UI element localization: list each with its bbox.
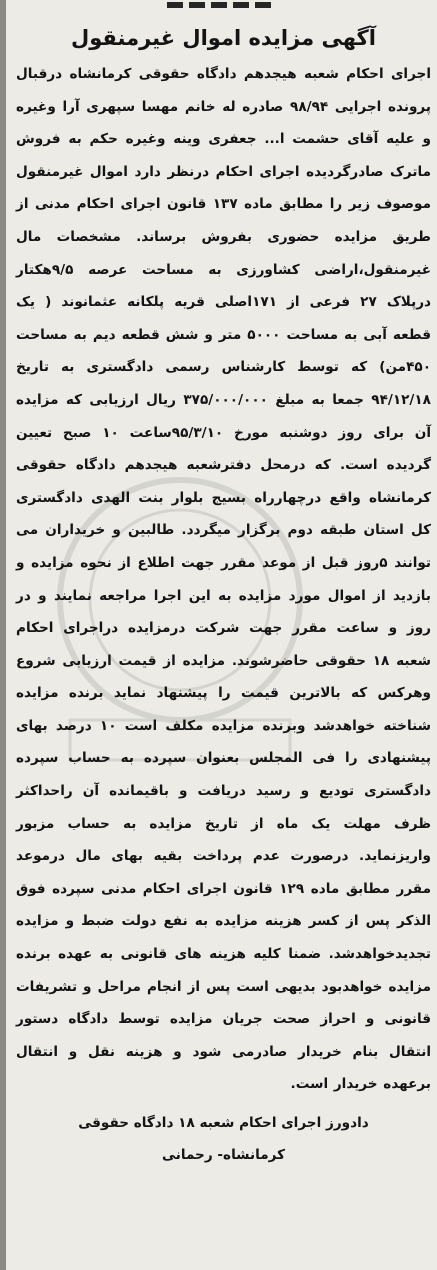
top-separator-bar (0, 0, 437, 12)
notice-title: آگهی مزایده اموال غیرمنقول (71, 26, 376, 50)
notice-body: اجرای احکام شعبه هیجدهم دادگاه حقوقی کرمانشاه درقبال پرونده اجرایی ۹۸/۹۴ صادره له خانم مهسا سپهری آرا وغیره و علیه آقای حشمت ا... جعفری وینه وغیره حکم به فروش ماترک صادرگردیده اجرای احکام درنظر دارد اموال غیرمنقول موصوف زیر را مطابق ماده ۱۳۷ قانون اجرای احکام مدنی از طریق مزایده حضوری بفروش برساند. مشخصات مال غیرمنقول،اراضی کشاورزی به مساحت عرصه ۹/۵هکتار درپلاک ۲۷ فرعی از ۱۷۱اصلی قریه پلکانه عثمانوند ( یک قطعه آبی به مساحت ۵۰۰۰ متر و شش قطعه دیم به مساحت ۴۵۰من) که توسط کارشناس رسمی دادگستری به تاریخ ۹۴/۱۲/۱۸ جمعا به مبلغ ۳۷۵/۰۰۰/۰۰۰ ریال ارزیابی که مزایده آن برای روز دوشنبه مورخ ۹۵/۳/۱۰ساعت ۱۰ صبح تعیین گردیده است. که درمحل دفترشعبه هیجدهم دادگاه حقوقی کرمانشاه واقع درچهارراه بسیج بلوار بنت الهدی دادگستری کل استان طبقه دوم برگزار میگردد. طالبین و خریداران می توانند ۵روز قبل از موعد مقرر جهت اطلاع از نحوه مزایده و بازدید از اموال مورد مزایده به این اجرا مراجعه نمایند و در روز و ساعت مقرر جهت شرکت درمزایده دراجرای احکام شعبه ۱۸ حقوقی حاضرشوند. مزایده از قیمت ارزیابی شروع وهرکس که بالاترین قیمت را پیشنهاد نماید برنده مزایده شناخته خواهدشد وبرنده مزایده مکلف است ۱۰ درصد بهای پیشنهادی را فی المجلس بعنوان سپرده به حساب سپرده دادگستری تودیع و رسید دریافت و باقیمانده آن راحداکثر ظرف مهلت یک ماه از تاریخ مزایده به حساب مزبور واریزنماید. درصورت عدم پرداخت بقیه بهای مال درموعد مقرر مطابق ماده ۱۲۹ قانون اجرای احکام مدنی سپرده فوق الذکر پس از کسر هزینه مزایده به نفع دولت ضبط و مزایده تجدیدخواهدشد. ضمنا کلیه هزینه های قانونی به عهده برنده مزایده خواهدبود بدیهی است پس از انجام مراحل و تشریفات قانونی و احراز صحت جریان مزایده توسط دادگاه دستور انتقال بنام خریدار صادرمی شود و هزینه نقل و انتقال برعهده خریدار است. (16, 66, 432, 1093)
signature-line-1: دادورز اجرای احکام شعبه ۱۸ دادگاه حقوقی (78, 1115, 369, 1131)
separator-block (255, 2, 271, 8)
signature-line-2: کرمانشاه- رحمانی (161, 1147, 286, 1163)
separator-block (167, 2, 183, 8)
notice-signature (16, 1107, 431, 1171)
separator-block (211, 2, 227, 8)
separator-block (189, 2, 205, 8)
page-edge-shadow (0, 0, 6, 1270)
separator-block (233, 2, 249, 8)
auction-notice (16, 24, 431, 1262)
